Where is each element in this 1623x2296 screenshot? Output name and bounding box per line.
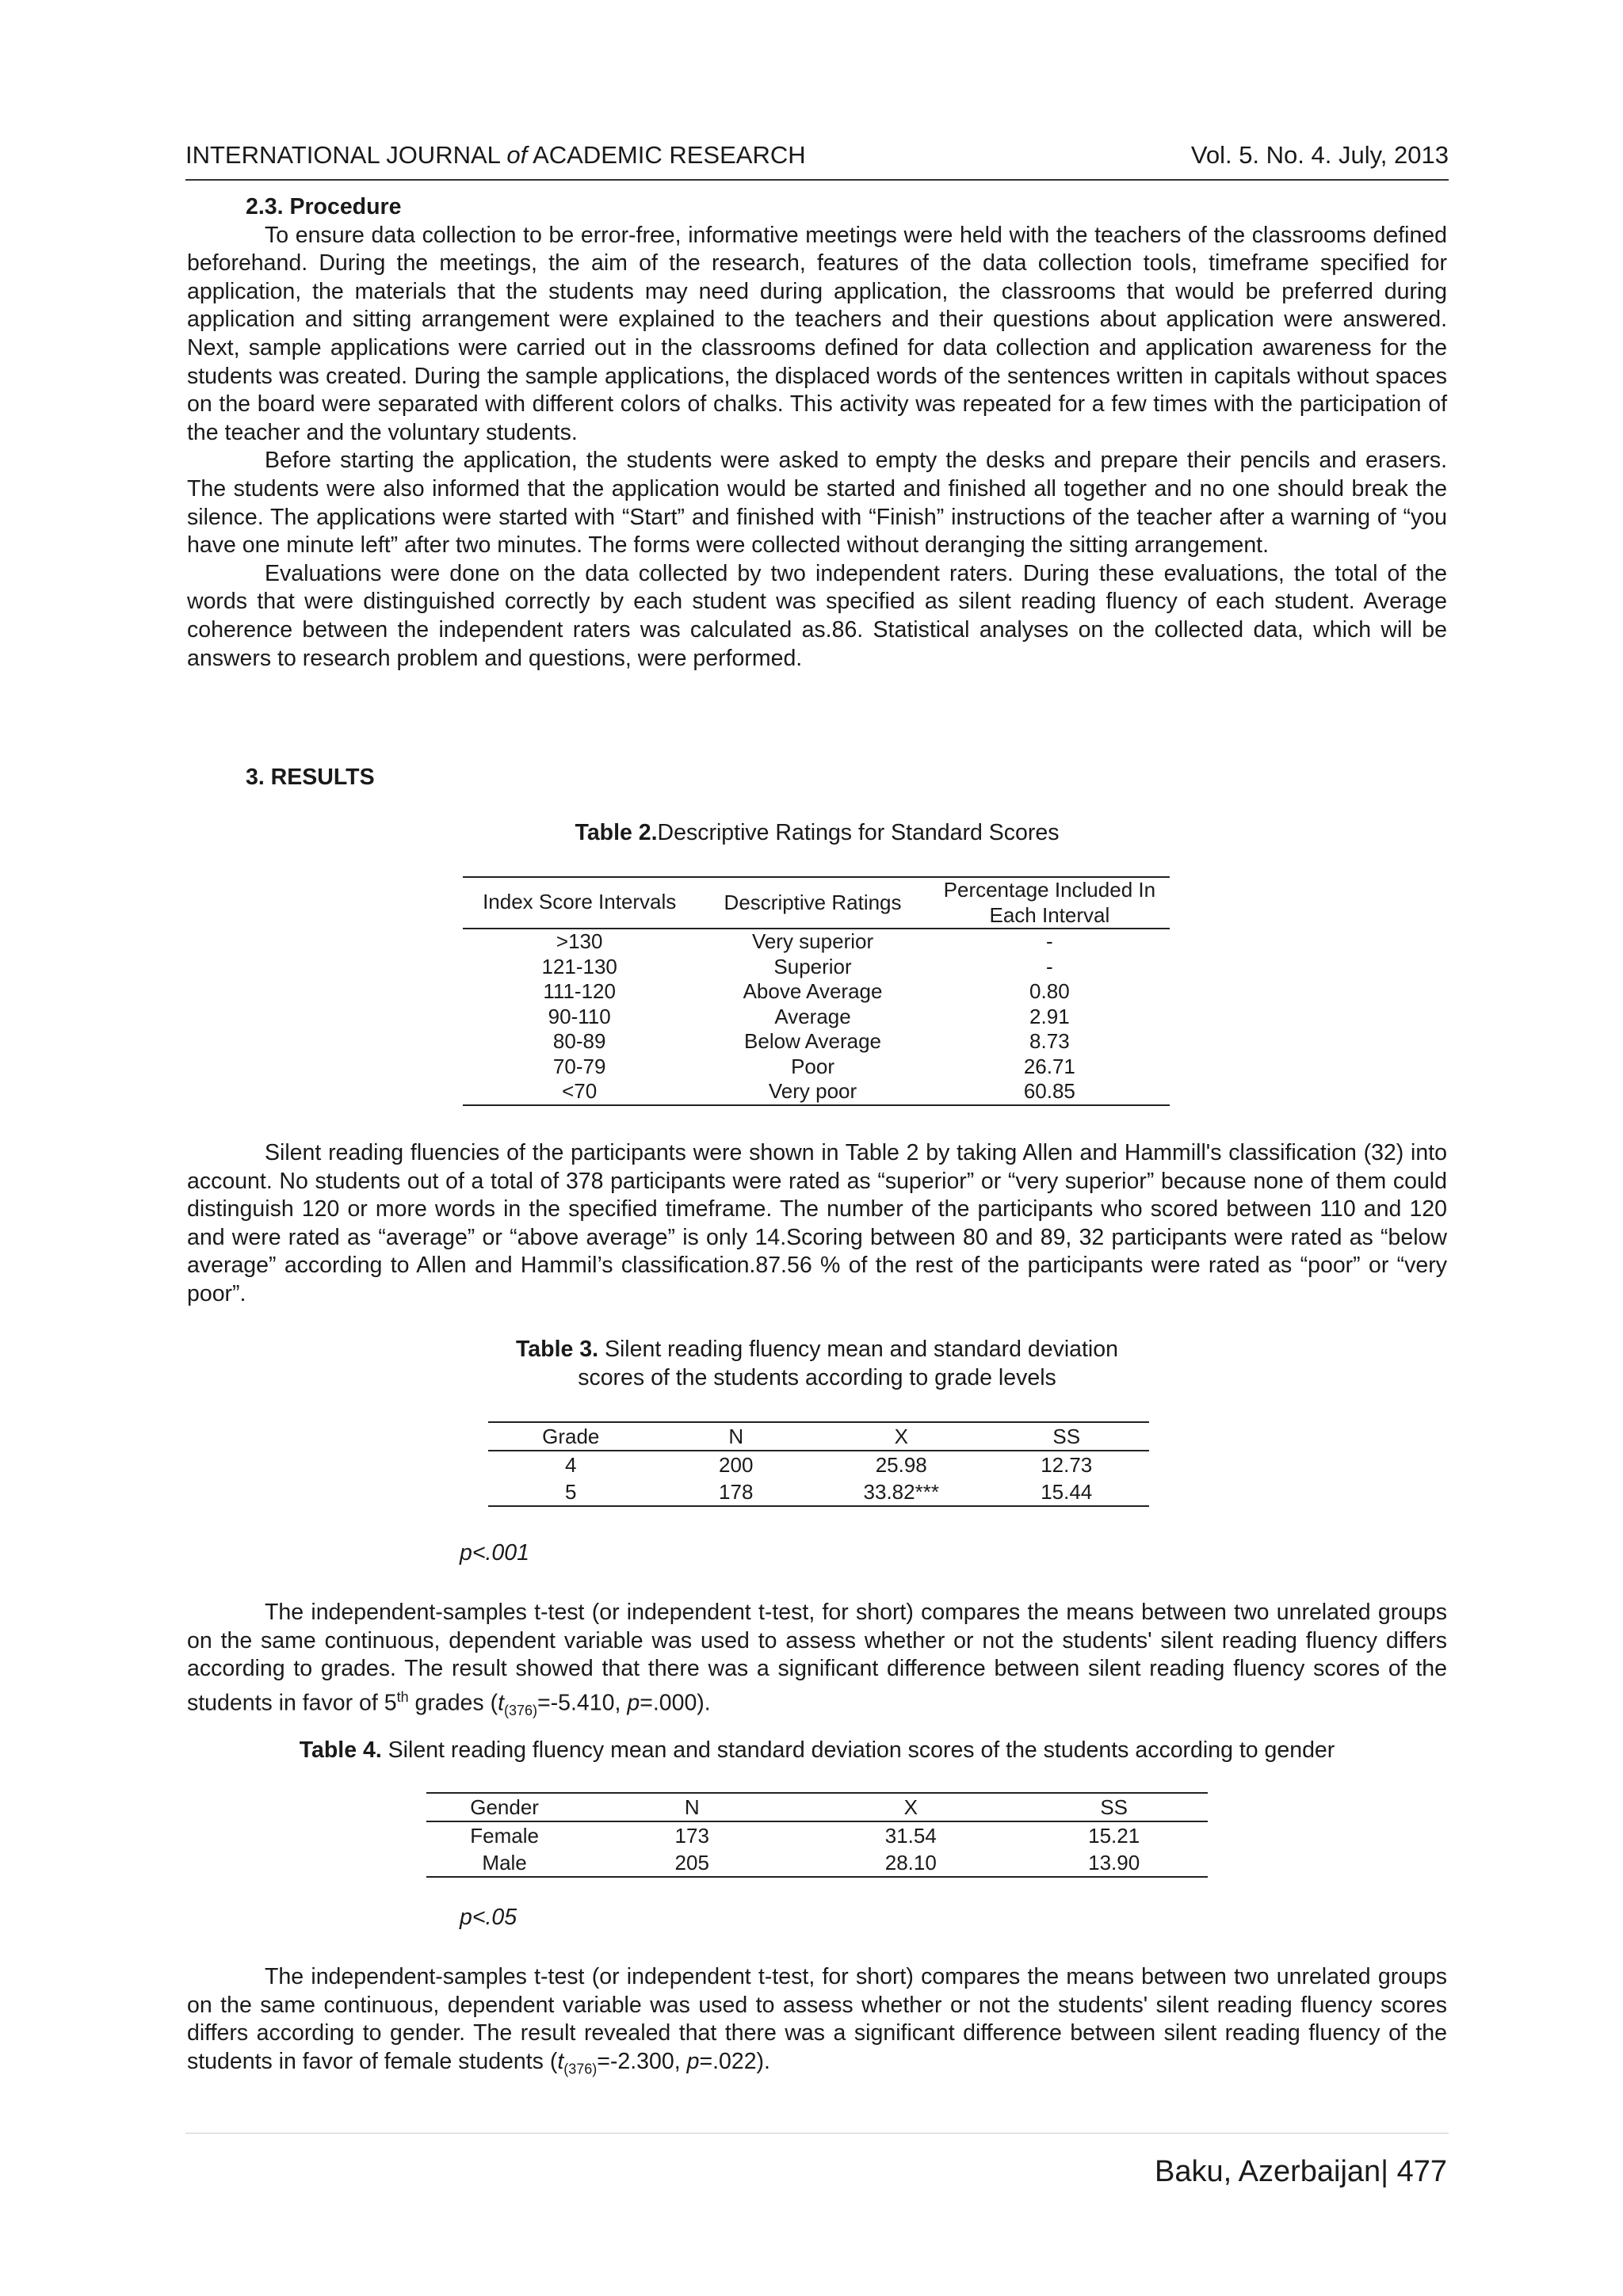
procedure-paragraph-3: Evaluations were done on the data collected by two independent raters. During these evaluations, the total of the words that were distinguished correctly by each student was specified as silent reading fluency of each student. Average coherence between the independent raters was calculated as.86. Statistical analyses on the collected data, which will be answers to research problem and questions, were performed.: [187, 560, 1447, 671]
table-cell: 15.21: [1088, 1824, 1140, 1848]
table2-header-row: [463, 877, 1170, 929]
table-row: [463, 1079, 1170, 1105]
table-cell: 90-110: [548, 1004, 611, 1028]
table-cell: 31.54: [884, 1824, 937, 1848]
table-cell: Below Average: [744, 1029, 882, 1053]
table4: [426, 1792, 1208, 1878]
table-row: [463, 929, 1170, 955]
table-cell: <70: [562, 1079, 598, 1103]
table-row: [488, 1478, 1149, 1506]
footer-rule: [185, 2133, 1449, 2134]
paragraph-table2-discussion: Silent reading fluencies of the participants were shown in Table 2 by taking Allen and Hammill's classification (32) into account. No students out of a total of 378 participants were rated as “superior” or “very superior” because none of them could distinguish 120 or more words in the specified timeframe. The number of the participants who scored between 110 and 120 and were rated as “average” or “above average” is only 14.Scoring between 80 and 89, 32 participants were rated as “below average” according to Allen and Hammil’s classification.87.56 % of the rest of the participants were rated as “poor” or “very poor”.: [187, 1140, 1447, 1306]
table4-col-x: X: [903, 1795, 918, 1819]
table4-caption: Table 4. Silent reading fluency mean and standard deviation scores of the students according to gender: [299, 1737, 1335, 1763]
table-row: [463, 1029, 1170, 1055]
table3-col-ss: SS: [1052, 1425, 1081, 1448]
table3-col-n: N: [728, 1425, 744, 1448]
journal-title: INTERNATIONAL JOURNAL of ACADEMIC RESEARCH: [185, 141, 806, 169]
table-cell: Poor: [791, 1054, 834, 1078]
paragraph-gender-ttest: The independent-samples t-test (or independent t-test, for short) compares the means between two unrelated groups on the same continuous, dependent variable was used to assess whether or not the students' silent reading fluency scores differs according to gender. The result revealed that there was a significant difference between silent reading fluency of the students in favor of female students ($t_{(376)}=-2.300$, p=.022).: [187, 1964, 1447, 2077]
table-cell: -: [1046, 954, 1053, 978]
table-cell: 26.71: [1023, 1054, 1075, 1078]
table-cell: Female: [470, 1824, 539, 1848]
table-cell: 111-120: [543, 979, 616, 1003]
table3: [488, 1421, 1149, 1507]
table-row: [463, 955, 1170, 980]
table-cell: 5: [565, 1480, 577, 1504]
table-cell: 33.82***: [863, 1480, 939, 1504]
table3-col-x: X: [894, 1425, 908, 1448]
table-row: [463, 979, 1170, 1005]
procedure-paragraph-2: Before starting the application, the students were asked to empty the desks and prepare their pencils and erasers. The students were also informed that the application would be started and finished all together and no one should break the silence. The applications were started with “Start” and finished with “Finish” instructions of the teacher after a warning of “you have one minute left” after two minutes. The forms were collected without deranging the sitting arrangement.: [187, 448, 1447, 559]
table3-caption: Table 3. Silent reading fluency mean and standard deviation scores of the students according to grade levels: [516, 1337, 1118, 1390]
table3-header-row: [488, 1422, 1149, 1451]
table4-col-gender: Gender: [470, 1795, 539, 1819]
table-cell: Superior: [773, 954, 852, 978]
table2-caption: Table 2.Descriptive Ratings for Standard Scores: [575, 820, 1060, 845]
table-cell: 2.91: [1029, 1004, 1070, 1028]
table-cell: Above Average: [743, 979, 883, 1003]
table2-col-percentage: Percentage Included In Each Interval: [943, 878, 1156, 927]
table-cell: 13.90: [1088, 1851, 1140, 1875]
table4-note: p<.05: [460, 1905, 517, 1930]
table-cell: 15.44: [1041, 1480, 1093, 1504]
table-row: [426, 1821, 1208, 1849]
footer-place: Baku, Azerbaijan: [1154, 2155, 1381, 2188]
procedure-paragraph-1: To ensure data collection to be error-free, informative meetings were held with the teachers of the classrooms defined beforehand. During the meetings, the aim of the research, features of the data collection tools, timeframe specified for application, the materials that the students may need during application, the classrooms that would be preferred during application and sitting arrangement were explained to the teachers and their questions about application were answered. Next, sample applications were carried out in the classrooms defined for data collection and application awareness for the students was created. During the sample applications, the displaced words of the sentences written in capitals without spaces on the board were separated with different colors of chalks. This activity was repeated for a few times with the participation of the teacher and the voluntary students.: [187, 222, 1447, 445]
table-cell: 121-130: [541, 954, 617, 978]
paragraph-grade-ttest: The independent-samples t-test (or independent t-test, for short) compares the means between two unrelated groups on the same continuous, dependent variable was used to assess whether or not the students' silent reading fluency differs according to grades. The result showed that there was a significant difference between silent reading fluency scores of the students in favor of 5th grades ($t_{(376)}=-5.410$, p=.000).: [187, 1600, 1447, 1718]
table-cell: 173: [674, 1824, 709, 1848]
table3-note: p<.001: [460, 1540, 529, 1566]
table-cell: 4: [565, 1453, 577, 1477]
table3-col-grade: Grade: [542, 1425, 600, 1448]
table-cell: 200: [719, 1453, 754, 1477]
page-footer: [1155, 2155, 1447, 2189]
procedure-heading: 2.3. Procedure: [246, 194, 402, 219]
table-cell: 80-89: [552, 1029, 606, 1053]
table-row: [463, 1005, 1170, 1030]
table4-col-ss: SS: [1100, 1795, 1128, 1819]
results-heading: 3. RESULTS: [246, 765, 375, 790]
table-cell: 12.73: [1041, 1453, 1093, 1477]
table2: [463, 876, 1170, 1106]
page-number: 477: [1396, 2155, 1447, 2188]
table-cell: Average: [774, 1004, 851, 1028]
table-cell: 28.10: [884, 1851, 937, 1875]
volume-info: Vol. 5. No. 4. July, 2013: [1190, 141, 1449, 169]
table-row: [488, 1451, 1149, 1478]
running-header: [185, 141, 1449, 181]
table-cell: Very superior: [751, 929, 874, 953]
table-cell: 70-79: [552, 1054, 606, 1078]
table-cell: >130: [556, 929, 603, 953]
table4-col-n: N: [684, 1795, 700, 1819]
table-cell: 60.85: [1023, 1079, 1075, 1103]
header-rule: [185, 179, 1449, 181]
table4-header-row: [426, 1793, 1208, 1821]
table-row: [426, 1849, 1208, 1877]
table-cell: 0.80: [1029, 979, 1070, 1003]
footer-separator: |: [1381, 2155, 1397, 2188]
table-cell: 8.73: [1029, 1029, 1070, 1053]
table-cell: Very poor: [768, 1079, 857, 1103]
table-cell: 178: [719, 1480, 754, 1504]
table2-col-ratings: Descriptive Ratings: [724, 890, 902, 914]
table-row: [463, 1055, 1170, 1080]
table-cell: 205: [674, 1851, 709, 1875]
procedure-section: [187, 193, 1447, 673]
table-cell: 25.98: [875, 1453, 927, 1477]
table2-col-intervals: Index Score Intervals: [483, 890, 677, 914]
table-cell: -: [1046, 929, 1053, 953]
table-cell: Male: [482, 1851, 527, 1875]
